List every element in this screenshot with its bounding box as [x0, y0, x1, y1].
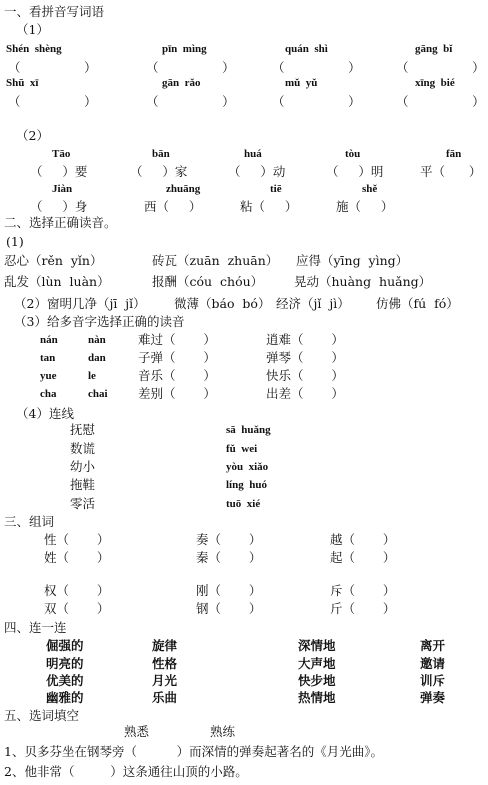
reading-9[interactable]: 经济（jǐ jì）: [276, 296, 350, 311]
compose-9[interactable]: 斥（ ）: [330, 583, 396, 598]
compose-5[interactable]: 秦（ ）: [196, 550, 262, 565]
link-c-4[interactable]: 热情地: [298, 690, 336, 705]
p2-pinyin-8: tiē: [270, 183, 282, 195]
reading-7[interactable]: （2）窗明几净（jī jǐ）: [14, 296, 146, 311]
poly-py-a-4: cha: [40, 388, 57, 400]
section3-title: 三、组词: [4, 514, 55, 529]
poly-py-b-4: chai: [88, 388, 108, 400]
p2-pinyin-3: huá: [244, 148, 262, 160]
pinyin-7: mǔ yǔ: [285, 77, 318, 89]
poly-word-b-3[interactable]: 快乐（ ）: [266, 368, 344, 383]
p2-word-4[interactable]: （ ）明: [326, 164, 384, 179]
section1-sub2: （2）: [16, 128, 49, 143]
poly-word-a-1[interactable]: 难过（ ）: [138, 332, 216, 347]
blank-8[interactable]: （ ）: [396, 94, 485, 109]
compose-1[interactable]: 性（ ）: [44, 532, 110, 547]
link-d-1[interactable]: 离开: [420, 638, 446, 653]
fill-question-1[interactable]: 1、贝多芬坐在钢琴旁（ ）而深情的弹奏起著名的《月光曲》。: [4, 744, 383, 759]
reading-3[interactable]: 应得（yīng yìng）: [296, 253, 409, 268]
blank-4[interactable]: （ ）: [396, 60, 485, 75]
match-left-4[interactable]: 拖鞋: [70, 477, 96, 492]
p2-pinyin-9: shě: [362, 183, 378, 195]
pinyin-3: quán shì: [285, 43, 328, 55]
link-b-3[interactable]: 月光: [152, 673, 178, 688]
compose-2[interactable]: 奏（ ）: [196, 532, 262, 547]
blank-5[interactable]: （ ）: [8, 94, 97, 109]
link-b-2[interactable]: 性格: [152, 656, 178, 671]
link-b-1[interactable]: 旋律: [152, 638, 178, 653]
section2-title: 二、选择正确读音。: [4, 215, 117, 230]
match-right-2[interactable]: fǔ wei: [226, 443, 258, 455]
p2-word-3[interactable]: （ ）动: [228, 164, 286, 179]
pinyin-2: pīn mìng: [162, 43, 207, 55]
section4-title: 四、连一连: [4, 620, 67, 635]
pinyin-1: Shén shèng: [6, 43, 62, 55]
fill-question-2[interactable]: 2、他非常（ ）这条通往山顶的小路。: [4, 764, 248, 779]
pinyin-8: xīng bié: [415, 77, 455, 89]
compose-3[interactable]: 越（ ）: [330, 532, 396, 547]
link-a-3[interactable]: 优美的: [46, 673, 84, 688]
p2-word-7[interactable]: 西（ ）: [144, 199, 202, 214]
reading-2[interactable]: 砖瓦（zuān zhuān）: [152, 253, 279, 268]
link-b-4[interactable]: 乐曲: [152, 690, 178, 705]
pinyin-5: Shū xī: [6, 77, 39, 89]
word-choice-2: 熟练: [210, 724, 236, 739]
section1-title: 一、看拼音写词语: [4, 4, 105, 19]
poly-py-b-3: le: [88, 370, 96, 382]
blank-7[interactable]: （ ）: [272, 94, 361, 109]
p2-word-5[interactable]: 平（ ）: [420, 164, 482, 179]
poly-word-b-1[interactable]: 逍难（ ）: [266, 332, 344, 347]
link-c-3[interactable]: 快步地: [298, 673, 336, 688]
poly-py-a-2: tan: [40, 352, 56, 364]
match-left-1[interactable]: 抚慰: [70, 422, 96, 437]
link-a-4[interactable]: 幽雅的: [46, 690, 84, 705]
link-a-1[interactable]: 倔强的: [46, 638, 84, 653]
poly-word-b-4[interactable]: 出差（ ）: [266, 386, 344, 401]
match-left-3[interactable]: 幼小: [70, 459, 96, 474]
match-left-2[interactable]: 数谎: [70, 441, 96, 456]
p2-pinyin-1: Tāo: [52, 148, 71, 160]
match-left-5[interactable]: 零活: [70, 496, 96, 511]
reading-1[interactable]: 忍心（rěn yǐn）: [4, 253, 103, 268]
blank-3[interactable]: （ ）: [272, 60, 361, 75]
match-right-1[interactable]: sā huǎng: [226, 424, 271, 436]
p2-pinyin-6: Jiàn: [52, 183, 73, 195]
poly-py-b-1: nàn: [88, 334, 106, 346]
poly-py-b-2: dan: [88, 352, 106, 364]
p2-pinyin-4: tòu: [345, 148, 361, 160]
pinyin-4: gāng bǐ: [415, 43, 453, 55]
compose-12[interactable]: 斤（ ）: [330, 601, 396, 616]
section5-title: 五、选词填空: [4, 708, 80, 723]
compose-11[interactable]: 钢（ ）: [196, 601, 262, 616]
word-choice-1: 熟悉: [124, 724, 150, 739]
poly-word-a-3[interactable]: 音乐（ ）: [138, 368, 216, 383]
compose-8[interactable]: 刚（ ）: [196, 583, 262, 598]
link-d-2[interactable]: 邀请: [420, 656, 446, 671]
section1-sub1: （1）: [16, 22, 49, 37]
pinyin-6: gān rǎo: [162, 77, 201, 89]
link-a-2[interactable]: 明亮的: [46, 656, 84, 671]
reading-10[interactable]: 仿佛（fú fó）: [376, 296, 459, 311]
compose-10[interactable]: 双（ ）: [44, 601, 110, 616]
p2-word-2[interactable]: （ ）家: [130, 164, 188, 179]
section2-sub1: (1): [6, 234, 24, 249]
poly-word-b-2[interactable]: 弹琴（ ）: [266, 350, 344, 365]
compose-7[interactable]: 权（ ）: [44, 583, 110, 598]
match-right-5[interactable]: tuō xié: [226, 498, 261, 510]
p2-word-6[interactable]: （ ）身: [30, 199, 88, 214]
poly-word-a-2[interactable]: 子弹（ ）: [138, 350, 216, 365]
blank-2[interactable]: （ ）: [146, 60, 235, 75]
link-d-4[interactable]: 弹奏: [420, 690, 446, 705]
reading-8[interactable]: 微薄（báo bó）: [174, 296, 271, 311]
link-c-2[interactable]: 大声地: [298, 656, 336, 671]
poly-py-a-3: yue: [40, 370, 57, 382]
poly-py-a-1: nán: [40, 334, 58, 346]
p2-word-1[interactable]: （ ）要: [30, 164, 88, 179]
p2-word-9[interactable]: 施（ ）: [336, 199, 394, 214]
compose-4[interactable]: 姓（ ）: [44, 550, 110, 565]
link-c-1[interactable]: 深情地: [298, 638, 336, 653]
section2-sub4: （4）连线: [16, 406, 74, 421]
match-right-4[interactable]: líng huó: [226, 479, 267, 491]
p2-pinyin-2: bān: [152, 148, 170, 160]
reading-6[interactable]: 晃动（huàng huǎng）: [294, 274, 432, 289]
link-d-3[interactable]: 训斥: [420, 673, 446, 688]
match-right-3[interactable]: yòu xiǎo: [226, 461, 269, 473]
reading-5[interactable]: 报酬（cóu chóu）: [152, 274, 264, 289]
reading-4[interactable]: 乱发（lùn luàn）: [4, 274, 110, 289]
blank-6[interactable]: （ ）: [146, 94, 235, 109]
p2-pinyin-7: zhuāng: [166, 183, 201, 195]
poly-word-a-4[interactable]: 差别（ ）: [138, 386, 216, 401]
blank-1[interactable]: （ ）: [8, 60, 97, 75]
compose-6[interactable]: 起（ ）: [330, 550, 396, 565]
p2-pinyin-5: fān: [446, 148, 462, 160]
section2-sub3: （3）给多音字选择正确的读音: [14, 314, 185, 329]
p2-word-8[interactable]: 粘（ ）: [240, 199, 298, 214]
